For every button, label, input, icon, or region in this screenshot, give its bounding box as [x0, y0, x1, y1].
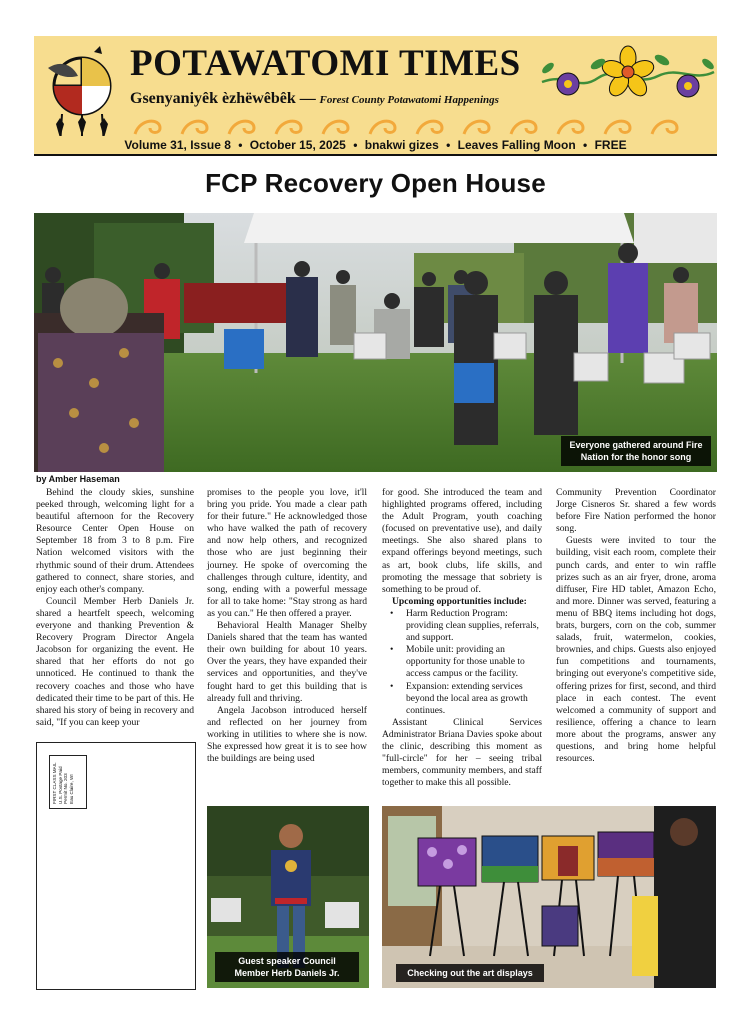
paragraph: promises to the people you love, it'll bring you pride. You made a clear path for their future." He acknowledged those who have walked the path of recovery and now help others, and recognized those who are just beginning their journey. He spoke of overcoming the challenges through culture, identity, and song, ending with a powerful message for all to take home: "Stay strong as hard as you can." He then offered a prayer.: [207, 487, 367, 619]
main-photo: [34, 213, 717, 472]
art-display-photo-icon: [382, 806, 716, 988]
indicia-line: Permit No. 203: [63, 773, 69, 804]
opportunities-list: [382, 608, 542, 717]
newspaper-title: POTAWATOMI TIMES: [130, 43, 521, 84]
paragraph: Community Prevention Coordinator Jorge Cisneros Sr. shared a few words before Fire Nation performed the honor song.: [556, 487, 716, 535]
main-photo-caption: Everyone gathered around Fire Nation for the honor song: [561, 436, 711, 466]
article-column-4: [556, 487, 716, 765]
art-display-photo: [382, 806, 716, 988]
paragraph: Behavioral Health Manager Shelby Daniels shared that the team has wanted their own building for about 10 years. Over the years, they have expanded their services and opportunities, and they've fought hard to get this building that is already full and thriving.: [207, 620, 367, 704]
paragraph: Angela Jacobson introduced herself and reflected on her journey from working in utilities to where she is now. She expressed how great it is to see how the buildings are being used: [207, 704, 367, 765]
speaker-photo-caption: Guest speaker Council Member Herb Daniels Jr.: [215, 952, 359, 982]
subheading: Upcoming opportunities include:: [392, 595, 527, 607]
indicia-line: FIRST CLASS MAIL: [52, 762, 57, 804]
volume-issue: Volume 31, Issue 8: [124, 138, 231, 152]
separator: •: [353, 138, 358, 152]
indicia-line: Eau Claire, WI: [68, 774, 74, 804]
paragraph: Council Member Herb Daniels Jr. shared a heartfelt speech, welcoming everyone and thanking Prevention & Recovery Program Director Angela Jacobson for organizing the event. He shared that her efforts do not go unnoticed. He continued to thank the recovery coaches and those who have dedicated their time to be part of this. He shared his story of being in recovery and said, "If you can keep your: [36, 595, 194, 728]
separator: •: [446, 138, 451, 152]
moon-name: Leaves Falling Moon: [457, 138, 576, 152]
postage-indicia: [49, 755, 87, 809]
list-item: • Mobile unit: providing an opportunity for those unable to access campus or the facility.: [406, 644, 542, 680]
separator: •: [238, 138, 243, 152]
subtitle-native: Gsenyaniyêk èzhëwêbêk —: [130, 90, 316, 107]
paragraph: for good. She introduced the team and highlighted programs offered, including the Adult Program, youth coaching (focused on preventative use), and daily meetings. She also shared plans to expand offerings beyond meetings, such as art, book clubs, life skills, and promoting the message that sobriety is something to be proud of.: [382, 487, 542, 595]
issue-info-bar: [34, 136, 717, 156]
article-column-2: [207, 487, 367, 765]
byline: by Amber Haseman: [36, 474, 120, 484]
article-column-3: [382, 487, 542, 789]
floral-beadwork-icon: [538, 42, 716, 108]
medicine-wheel-logo-icon: [42, 42, 124, 150]
masthead: [34, 36, 717, 154]
decorative-swirl-border-icon: [130, 116, 715, 136]
subtitle-english: Forest County Potawatomi Happenings: [319, 94, 499, 106]
native-month: bnakwi gizes: [364, 138, 439, 152]
mailing-label-area: [36, 742, 196, 990]
outdoor-gathering-photo-icon: [34, 213, 717, 472]
issue-date: October 15, 2025: [249, 138, 346, 152]
newspaper-subtitle: [130, 90, 499, 108]
speaker-photo: [207, 806, 369, 988]
art-photo-caption: Checking out the art displays: [396, 964, 544, 982]
paragraph: Assistant Clinical Services Administrator Briana Davies spoke about the clinic, describing this moment as "full-circle" for her – seeing tribal members, community members, and staff together to make this all possible.: [382, 716, 542, 789]
indicia-line: U.S. Postage Paid: [57, 766, 63, 804]
article-headline: FCP Recovery Open House: [205, 168, 546, 198]
paragraph: Behind the cloudy skies, sunshine peeked through, welcoming light for a beautiful afternoon for the Recovery Resource Center Open House on September 18 from 3 to 8 p.m. Fire Nation welcomed visitors with the rhythmic sound of their drum. Attendees gathered to connect, share stories, and enjoy each other's company.: [36, 487, 194, 595]
paragraph: Guests were invited to tour the building, visit each room, complete their punch cards, and enter to win raffle prizes such as an air fryer, drone, aroma diffuser, Fire HD tablet, Amazon Echo, and more. Dinner was served, featuring a menu of BBQ items including hot dogs, brats, burgers, corn on the cob, summer salads, fruit, watermelon, cookies, brownies, and chips. Guests also enjoyed fun competitions and tournaments, bringing out everyone's competitive side, offering prizes for first, second, and third place in each contest. The event welcomed a community of support and resilience, offering a chance to learn more about the programs, answer any questions, and bring home helpful resources.: [556, 535, 716, 765]
list-item: • Harm Reduction Program: providing clean supplies, referrals, and support.: [406, 608, 542, 644]
article-column-1: [36, 487, 194, 729]
list-item: • Expansion: extending services beyond the local area as growth continues.: [406, 681, 542, 717]
separator: •: [583, 138, 588, 152]
price: FREE: [594, 138, 627, 152]
